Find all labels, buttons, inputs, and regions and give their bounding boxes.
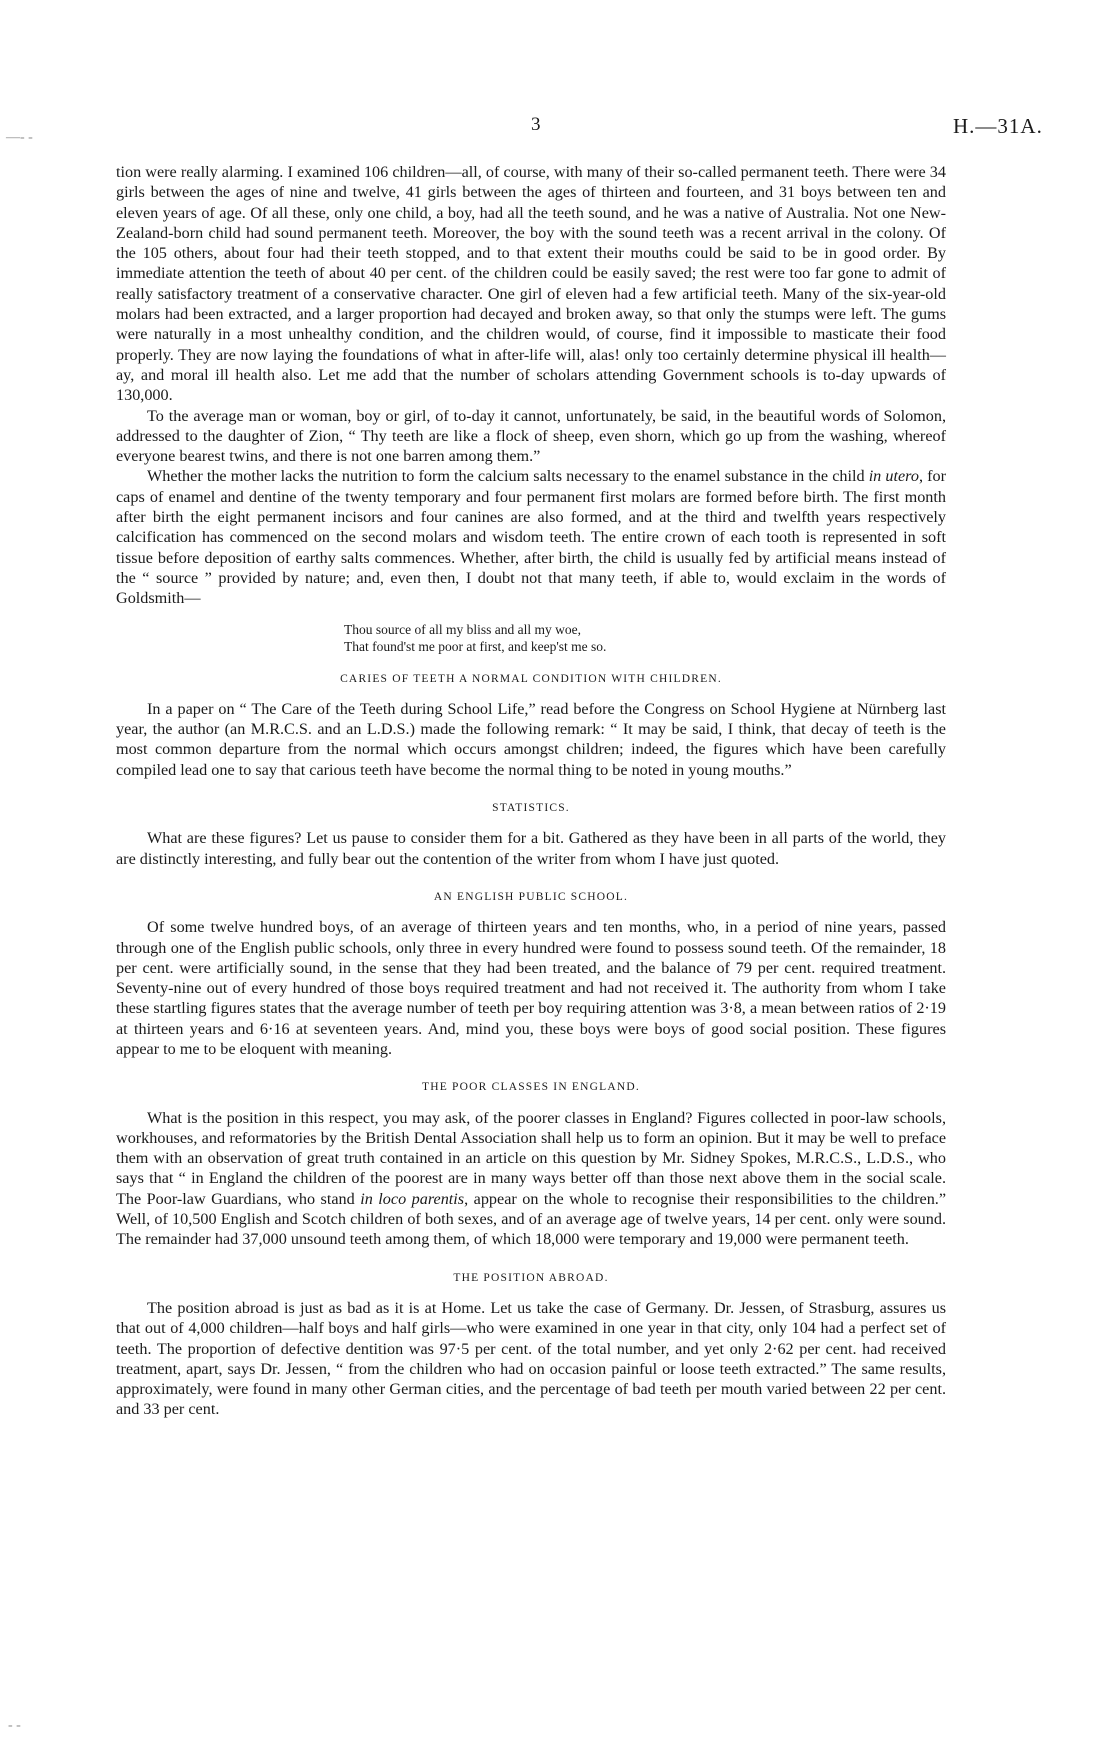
verse-line: That found'st me poor at first, and keep'st me so. <box>344 638 607 654</box>
verse-quotation <box>344 621 946 655</box>
section-heading: STATISTICS. <box>492 802 570 815</box>
italic-text: in utero <box>868 467 919 486</box>
text-run: , for caps of enamel and dentine of the twenty temporary and four permanent first molars are formed before birth. The first month after birth the eight permanent incisors and four canines are also formed, and at the third and twelfth years respectively calcification has commenced on the second molars and wisdom teeth. The entire crown of each tooth is represented in soft tissue before deposition of earthy salts commences. Whether, after birth, the child is usually fed by artificial means instead of the “ source ” provided by nature; and, even then, I doubt not that many teeth, if able to, would exclaim in the words of Goldsmith— <box>116 467 946 608</box>
margin-mark: ‑ ‑ <box>8 1718 21 1733</box>
paragraph <box>116 1108 946 1250</box>
paragraph: What are these figures? Let us pause to consider them for a bit. Gathered as they have been in all parts of the world, they are distinctly interesting, and fully bear out the contention of the writer from whom I have just quoted. <box>116 829 946 868</box>
text-run: , appear on the whole to recognise their responsibilities to the children.” Well, of 10,500 English and Scotch children of both sexes, and of an average age of twelve years, 14 per cent. only were sound. The remainder had 37,000 unsound teeth among them, of which 18,000 were temporary and 19,000 were permanent teeth. <box>116 1189 947 1249</box>
section-heading: CARIES OF TEETH A NORMAL CONDITION WITH CHILDREN. <box>340 672 722 685</box>
paragraph: In a paper on “ The Care of the Teeth during School Life,” read before the Congress on School Hygiene at Nürnberg last year, the author (an M.R.C.S. and an L.D.S.) made the following remark: “ It may be said, I think, that decay of teeth is the most common departure from the normal which occurs amongst children; indeed, the figures which have been carefully compiled lead one to say that carious teeth have become the normal thing to be noted in young mouths.” <box>116 699 946 779</box>
paragraph <box>116 466 946 608</box>
margin-mark: —‑ ‑ <box>6 130 33 145</box>
text-run: What is the position in this respect, you may ask, of the poorer classes in England? Figures collected in poor-law schools, workhouses, and reformatories by the British Dental Association shall help us to form an opinion. But it may be well to preface them with an observation of great truth contained in an article on this question by Mr. Sidney Spokes, M.R.C.S., L.D.S., who says that “ in England the children of the poorest are in many ways better off than those next above them in the social scale. The Poor-law Guardians, who stand <box>116 1108 946 1208</box>
page-number: 3 <box>531 114 541 135</box>
paragraph: To the average man or woman, boy or girl, of to-day it cannot, unfortunately, be said, in the beautiful words of Solomon, addressed to the daughter of Zion, “ Thy teeth are like a flock of sheep, even shorn, which go up from the washing, whereof everyone bearest twins, and there is not one barren among them.” <box>116 406 946 466</box>
section-heading: THE POSITION ABROAD. <box>453 1271 609 1284</box>
page-body <box>116 162 946 1420</box>
section-heading: THE POOR CLASSES IN ENGLAND. <box>422 1081 640 1094</box>
section-heading: AN ENGLISH PUBLIC SCHOOL. <box>433 890 629 903</box>
text-run: Whether the mother lacks the nutrition to form the calcium salts necessary to the enamel substance in the child <box>147 467 869 486</box>
verse-line: Thou source of all my bliss and all my woe, <box>344 621 581 637</box>
document-reference: H.—31A. <box>953 114 1043 138</box>
italic-text: in loco parentis <box>360 1189 465 1208</box>
paragraph: The position abroad is just as bad as it is at Home. Let us take the case of Germany. Dr. Jessen, of Strasburg, assures us that out of 4,000 children—half boys and half girls—who were examined in one year in that city, only 104 had a perfect set of teeth. The proportion of defective dentition was 97·5 per cent. of the total number, and yet only 2·62 per cent. had received treatment, apart, says Dr. Jessen, “ from the children who had on occasion painful or loose teeth extracted.” The same results, approximately, were found in many other German cities, and the percentage of bad teeth per mouth varied between 22 per cent. and 33 per cent. <box>116 1298 946 1419</box>
paragraph: tion were really alarming. I examined 106 children—all, of course, with many of their so-called permanent teeth. There were 34 girls between the ages of nine and twelve, 41 girls between the ages of thirteen and fourteen, and 31 boys between ten and eleven years of age. Of all these, only one child, a boy, had all the teeth sound, and he was a native of Australia. Not one New-Zealand-born child had sound permanent teeth. Moreover, the boy with the sound teeth was a recent arrival in the colony. Of the 105 others, about four had their teeth stopped, and to that extent their mouths could be said to be in good order. By immediate attention the teeth of about 40 per cent. of the children could be easily saved; the rest were too far gone to admit of really satisfactory treatment of a conservative character. One girl of eleven had a few artificial teeth. Many of the six-year-old molars had been extracted, and a larger proportion had decayed and broken away, so that only the stumps were left. The gums were naturally in a most unhealthy condition, and the children would, of course, find it impossible to masticate their food properly. They are now laying the foundations of what in after-life will, alas! only too certainly determine physical ill health—ay, and moral ill health also. Let me add that the number of scholars attending Government schools is to-day upwards of 130,000. <box>116 163 946 405</box>
paragraph: Of some twelve hundred boys, of an average of thirteen years and ten months, who, in a period of nine years, passed through one of the English public schools, only three in every hundred were found to possess sound teeth. Of the remainder, 18 per cent. were artificially sound, in the sense that they had been treated, and the balance of 79 per cent. required treatment. Seventy-nine out of every hundred of those boys required treatment and had not received it. The authority from whom I take these startling figures states that the average number of teeth per boy requiring attention was 3·8, a mean between ratios of 2·19 at thirteen years and 6·16 at seventeen years. And, mind you, these boys were boys of good social position. These figures appear to me to be eloquent with meaning. <box>116 918 946 1058</box>
